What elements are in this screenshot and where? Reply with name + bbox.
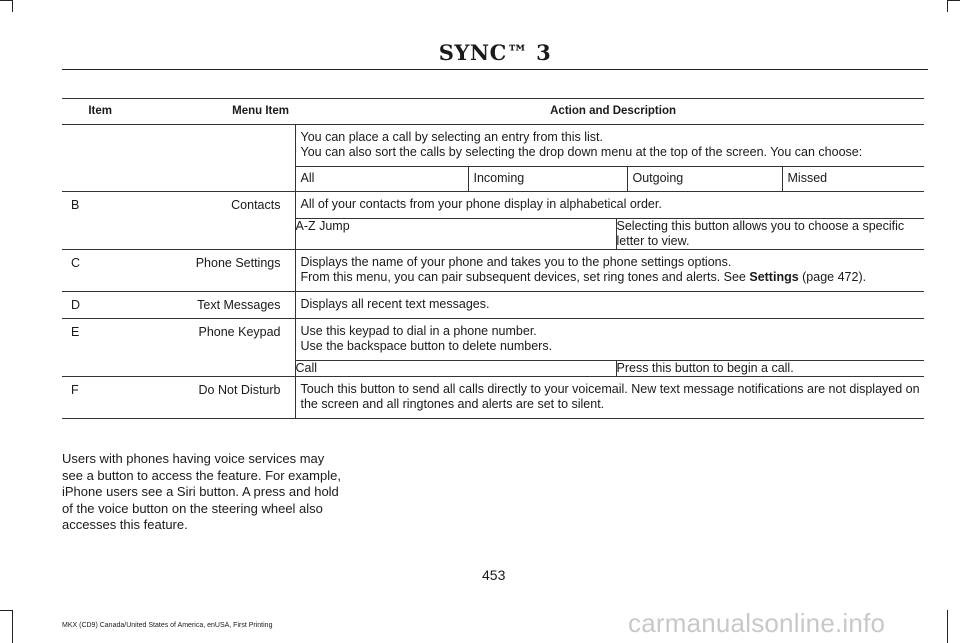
filter-all: All: [300, 171, 315, 185]
contacts-description: All of your contacts from your phone display in alphabetical order.: [300, 197, 662, 211]
phone-settings-line2: [301, 270, 925, 285]
page-reference: (page 472).: [798, 270, 867, 284]
filter-incoming: Incoming: [468, 167, 627, 192]
crop-mark: [0, 0, 12, 1]
settings-reference: Settings: [749, 270, 799, 284]
item-letter: F: [62, 377, 118, 419]
menu-item-label: Do Not Disturb: [118, 377, 295, 419]
page-number: 453: [482, 567, 506, 583]
az-jump-description: Selecting this button allows you to choose a specific letter to view.: [616, 219, 924, 250]
menu-item-label: Text Messages: [118, 292, 295, 319]
voice-services-paragraph: Users with phones having voice services may see a button to access the feature. For example, iPhone users see a Siri button. A press and hold of the voice button on the steering wheel also accesses this feature.: [62, 451, 341, 532]
header-menu-item: Menu Item: [118, 99, 295, 125]
table-row-text-messages: [62, 292, 924, 319]
item-letter: E: [62, 319, 118, 377]
feature-table: [62, 98, 924, 419]
header-divider: [62, 69, 928, 70]
phone-settings-line1: Displays the name of your phone and takes you to the phone settings options.: [300, 255, 732, 269]
do-not-disturb-description: Touch this button to send all calls directly to your voicemail. New text message notifications are not displayed on the screen and all ringtones and alerts are set to silent.: [300, 382, 920, 411]
table-row-phone-keypad: [62, 319, 924, 377]
table-row-phone-settings: [62, 250, 924, 292]
call-subrow: [296, 360, 925, 376]
crop-mark: [947, 0, 948, 12]
text-messages-description: Displays all recent text messages.: [300, 297, 490, 311]
crop-mark: [947, 610, 948, 643]
phone-settings-line2-text: From this menu, you can pair subsequent devices, set ring tones and alerts. See: [300, 270, 750, 284]
call-label: Call: [295, 361, 318, 375]
item-letter: B: [62, 192, 118, 250]
phone-keypad-line2: Use the backspace button to delete numbers.: [300, 339, 553, 353]
crop-mark: [12, 0, 13, 12]
call-list-line1: You can place a call by selecting an entry from this list.: [300, 130, 603, 144]
call-description: Press this button to begin a call.: [616, 361, 924, 377]
call-list-line2: You can also sort the calls by selecting the drop down menu at the top of the screen. You can choose:: [300, 145, 863, 159]
item-letter: C: [62, 250, 118, 292]
crop-mark: [948, 0, 960, 1]
az-jump-label: A-Z Jump: [295, 219, 350, 233]
menu-item-label: Phone Keypad: [118, 319, 295, 377]
menu-item-label: Contacts: [118, 192, 295, 250]
menu-item-label: Phone Settings: [118, 250, 295, 292]
table-row-call-list: [62, 125, 924, 192]
page-header-title: SYNC™ 3: [438, 40, 552, 65]
filter-outgoing: Outgoing: [627, 167, 782, 192]
watermark: carmanualsonline.info: [628, 608, 886, 638]
table-row-contacts: [62, 192, 924, 250]
item-letter: D: [62, 292, 118, 319]
phone-keypad-line1: Use this keypad to dial in a phone number.: [300, 324, 537, 338]
header-action: Action and Description: [295, 99, 924, 125]
filter-missed: Missed: [782, 167, 924, 192]
table-row-do-not-disturb: [62, 377, 924, 419]
crop-mark: [12, 610, 13, 643]
footer-edition: MKX (CD9) Canada/United States of America, enUSA, First Printing: [62, 622, 273, 629]
az-jump-subrow: [296, 218, 925, 249]
crop-mark: [0, 610, 12, 611]
call-filter-options: [296, 166, 925, 191]
header-item: Item: [62, 99, 118, 125]
